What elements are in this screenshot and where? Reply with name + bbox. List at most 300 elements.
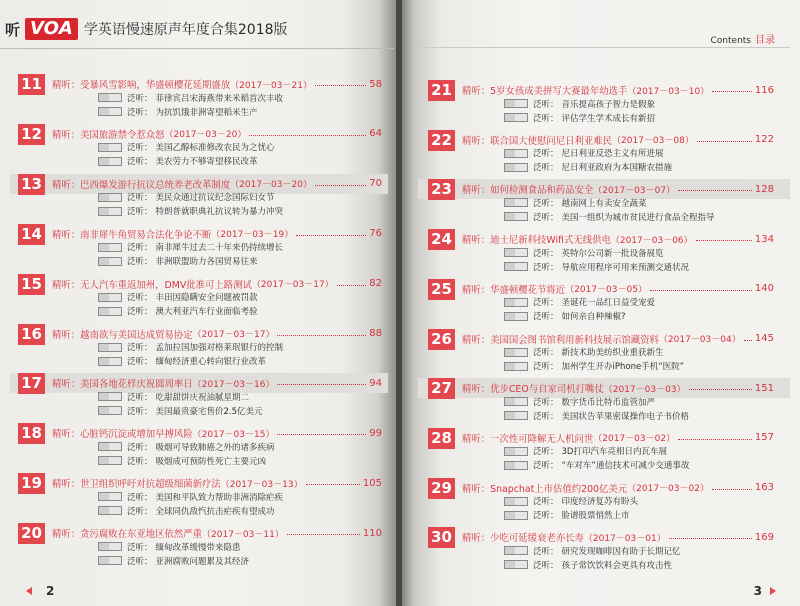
dotted-leader	[315, 85, 366, 86]
extensive-listening-line	[98, 255, 258, 268]
lesson-page-number: 163	[754, 482, 774, 494]
audio-tag-icon	[504, 362, 528, 371]
extensive-listening-label: 泛听：	[127, 492, 153, 503]
intensive-listening-label: 精听：	[52, 529, 81, 541]
lesson-date: （2017－03－21）	[230, 80, 312, 91]
entry-number-badge: 19	[18, 473, 45, 494]
audio-tag-icon	[504, 262, 528, 271]
entry-number-badge: 25	[428, 279, 455, 300]
extensive-listening-title: 菲律宾吕宋海燕带来米稻首次丰收	[155, 93, 284, 104]
dotted-leader	[697, 141, 752, 142]
extensive-listening-line	[98, 305, 258, 318]
dotted-leader	[249, 135, 366, 136]
intensive-listening-label: 精听：	[462, 334, 491, 346]
lesson-title: 越南欲与美国达成贸易协定	[80, 329, 193, 341]
lesson-title: 美国国会图书馆利用新科技展示馆藏资料	[490, 334, 659, 346]
extensive-listening-label: 泛听：	[127, 556, 153, 567]
lesson-title: 优步CEO与自家司机打嘴仗	[490, 384, 604, 396]
lesson-page-number: 169	[754, 531, 774, 543]
audio-tag-icon	[98, 293, 122, 302]
entry-number-badge: 29	[428, 478, 455, 499]
toc-entry	[402, 378, 800, 426]
audio-tag-icon	[504, 497, 528, 506]
intensive-listening-label: 精听：	[462, 533, 491, 545]
lesson-title: 美国各地花样庆祝圆周率日	[80, 379, 193, 391]
lesson-title: 受暴风雪影响，华盛顿樱花延期盛放	[80, 80, 231, 91]
audio-tag-icon	[504, 397, 528, 406]
dotted-leader	[650, 290, 752, 291]
dotted-leader	[744, 340, 752, 341]
entry-number-badge: 17	[18, 373, 45, 394]
lesson-date: （2017－03－19）	[211, 230, 294, 241]
audio-tag-icon	[504, 312, 528, 321]
left-page-number: 2	[46, 584, 55, 598]
extensive-listening-line	[98, 105, 258, 118]
intensive-listening-label: 精听：	[52, 279, 81, 291]
dotted-leader	[277, 335, 366, 336]
extensive-listening-line	[98, 390, 249, 403]
right-arrow-icon	[770, 587, 776, 595]
toc-entry	[0, 124, 398, 172]
extensive-listening-title: 吸烟成可预防性死亡主要元凶	[155, 456, 267, 467]
extensive-listening-label: 泛听：	[127, 307, 153, 318]
extensive-listening-title: 缅甸经济重心转向银行业改革	[155, 357, 267, 367]
lesson-date: （2017－03－04）	[658, 335, 741, 345]
lesson-title: 一次性可降解无人机问世	[490, 433, 594, 445]
extensive-listening-label: 泛听：	[533, 163, 559, 174]
entry-number-badge: 12	[18, 124, 45, 145]
audio-tag-icon	[98, 492, 122, 501]
extensive-listening-title: 为抗饥饿非洲寄望稻米生产	[155, 107, 258, 118]
extensive-listening-line	[98, 291, 258, 304]
extensive-listening-line	[98, 241, 283, 254]
audio-tag-icon	[504, 348, 528, 357]
extensive-listening-line	[504, 260, 689, 273]
entry-number-badge: 16	[18, 324, 45, 345]
extensive-listening-line	[98, 504, 275, 517]
lesson-title: 心脏钙沉淀或增加早搏风险	[80, 429, 193, 441]
dotted-leader	[712, 91, 752, 92]
lesson-title: 世卫组织呼吁对抗超级细菌新疗法	[80, 479, 221, 491]
extensive-listening-line	[504, 495, 638, 508]
extensive-listening-line	[98, 91, 283, 104]
extensive-listening-title: 非洲联盟助力各国贸易往来	[155, 257, 258, 268]
extensive-listening-title: 圣诞花一品红日益受宠爱	[561, 298, 656, 309]
extensive-listening-line	[504, 509, 630, 522]
lesson-page-number: 128	[754, 183, 774, 195]
extensive-listening-label: 泛听：	[127, 257, 153, 268]
extensive-listening-label: 泛听：	[533, 212, 559, 223]
lesson-date: （2017－03－17）	[251, 280, 334, 291]
dotted-leader	[712, 489, 752, 490]
audio-tag-icon	[98, 456, 122, 465]
extensive-listening-line	[504, 97, 655, 110]
entry-number-badge: 27	[428, 378, 455, 399]
extensive-listening-title: 孟加拉国加强对格莱珉银行的控制	[155, 343, 284, 353]
extensive-listening-line	[504, 147, 664, 160]
header-prefix: 听	[5, 20, 21, 39]
right-page-number: 3	[753, 584, 762, 598]
extensive-listening-label: 泛听：	[533, 198, 559, 209]
dotted-leader	[296, 235, 366, 236]
extensive-listening-title: 导航应用程序可用来预测交通状况	[561, 262, 690, 273]
left-page	[0, 0, 398, 606]
extensive-listening-label: 泛听：	[127, 107, 153, 118]
lesson-page-number: 58	[369, 78, 382, 90]
extensive-listening-label: 泛听：	[533, 262, 559, 273]
lesson-title: 巴西爆发游行抗议总统养老改革制度	[80, 179, 231, 191]
extensive-listening-label: 泛听：	[127, 343, 153, 353]
dotted-leader	[277, 384, 366, 385]
lesson-page-number: 145	[754, 333, 774, 344]
lesson-page-number: 110	[362, 527, 382, 539]
extensive-listening-line	[504, 409, 689, 422]
toc-entry	[402, 229, 800, 277]
lesson-date: （2017－03－02）	[627, 484, 709, 495]
extensive-listening-line	[504, 558, 672, 571]
lesson-date: （2017－03－17）	[192, 330, 275, 340]
toc-entry	[402, 428, 800, 476]
extensive-listening-title: 数字货币比特币监管加严	[561, 397, 656, 408]
audio-tag-icon	[98, 93, 122, 102]
audio-tag-icon	[98, 243, 122, 252]
audio-tag-icon	[98, 193, 122, 202]
book-title-header	[5, 17, 288, 41]
extensive-listening-title: 吸烟可导致肺癌之外的诸多疾病	[155, 442, 275, 453]
extensive-listening-title: 越南网上有卖安全蔬菜	[561, 198, 647, 209]
extensive-listening-title: 如何亲自种辣椒?	[561, 312, 626, 323]
extensive-listening-label: 泛听：	[127, 357, 153, 367]
extensive-listening-label: 泛听：	[533, 99, 559, 110]
lesson-page-number: 122	[754, 134, 774, 146]
lesson-date: （2017－03－01）	[583, 533, 666, 544]
extensive-listening-label: 泛听：	[127, 143, 153, 154]
lesson-date: （2017－03－05）	[565, 285, 647, 296]
dotted-leader	[306, 484, 360, 485]
toc-entry	[402, 478, 800, 526]
entry-number-badge: 23	[428, 179, 455, 200]
lesson-date: （2017－03－11）	[202, 529, 284, 540]
toc-entry	[402, 80, 800, 128]
entry-number-badge: 22	[428, 130, 455, 151]
intensive-listening-label: 精听：	[52, 479, 81, 491]
extensive-listening-title: 特朗普就职典礼抗议转为暴力冲突	[155, 207, 284, 218]
extensive-listening-label: 泛听：	[533, 461, 559, 472]
extensive-listening-line	[98, 341, 283, 354]
entry-number-badge: 26	[428, 329, 455, 350]
lesson-page-number: 99	[369, 427, 382, 439]
lesson-title: 联合国大使慰问尼日利亚难民	[490, 135, 613, 147]
extensive-listening-line	[98, 440, 275, 453]
extensive-listening-line	[98, 355, 266, 368]
lesson-page-number: 105	[362, 477, 382, 489]
lesson-title: 迪士尼新科技Wifi式无线供电	[490, 235, 611, 247]
audio-tag-icon	[98, 257, 122, 266]
extensive-listening-line	[504, 210, 715, 223]
audio-tag-icon	[504, 149, 528, 158]
audio-tag-icon	[98, 357, 122, 366]
extensive-listening-label: 泛听：	[533, 447, 559, 458]
intensive-listening-label: 精听：	[462, 284, 491, 296]
dotted-leader	[696, 240, 752, 241]
extensive-listening-line	[504, 161, 672, 174]
extensive-listening-label: 泛听：	[127, 157, 153, 168]
intensive-listening-label: 精听：	[52, 80, 81, 91]
extensive-listening-line	[504, 346, 664, 359]
toc-entry	[0, 224, 398, 272]
entry-number-badge: 18	[18, 423, 45, 444]
lesson-page-number: 151	[754, 382, 774, 394]
toc-entry	[0, 74, 398, 122]
extensive-listening-label: 泛听：	[533, 411, 559, 422]
extensive-listening-title: 澳大利亚汽车行业面临考验	[155, 307, 258, 318]
dotted-leader	[315, 185, 366, 186]
contents-label-en: Contents	[710, 36, 751, 46]
audio-tag-icon	[504, 560, 528, 569]
extensive-listening-label: 泛听：	[533, 511, 559, 522]
extensive-listening-title: 美国一组织为城市贫民进行食品全程指导	[561, 212, 715, 223]
extensive-listening-title: 亚洲腐败问题累及其经济	[155, 556, 250, 567]
extensive-listening-line	[504, 296, 655, 309]
extensive-listening-line	[504, 360, 684, 373]
toc-entry	[402, 179, 800, 227]
extensive-listening-title: 脸谱股票悄然上市	[561, 511, 630, 522]
lesson-title: 美国旅游禁令惹众怒	[80, 129, 165, 141]
lesson-title: 华盛顿樱花节将近	[490, 284, 566, 296]
entry-number-badge: 13	[18, 174, 45, 195]
extensive-listening-label: 泛听：	[533, 560, 559, 571]
intensive-listening-label: 精听：	[52, 129, 81, 141]
extensive-listening-line	[504, 445, 667, 458]
extensive-listening-label: 泛听：	[127, 442, 153, 453]
dotted-leader	[678, 190, 752, 191]
lesson-page-number: 76	[369, 228, 382, 240]
lesson-date: （2017－03－13）	[220, 479, 303, 490]
extensive-listening-title: 孩子常饮饮料会更具有攻击性	[561, 560, 673, 571]
extensive-listening-label: 泛听：	[127, 293, 153, 304]
audio-tag-icon	[98, 143, 122, 152]
lesson-date: （2017－03－06）	[610, 235, 693, 246]
lesson-date: （2017－03－03）	[603, 384, 686, 395]
lesson-title: 少吃可延缓衰老亦长寿	[490, 533, 584, 545]
audio-tag-icon	[98, 157, 122, 166]
audio-tag-icon	[504, 411, 528, 420]
intensive-listening-label: 精听：	[52, 229, 81, 241]
extensive-listening-line	[98, 191, 275, 204]
extensive-listening-label: 泛听：	[127, 392, 153, 403]
audio-tag-icon	[98, 556, 122, 565]
audio-tag-icon	[504, 546, 528, 555]
extensive-listening-line	[98, 155, 258, 168]
audio-tag-icon	[504, 99, 528, 108]
lesson-title: 贪污腐败在东亚地区依然严重	[80, 529, 203, 541]
extensive-listening-label: 泛听：	[533, 348, 559, 358]
lesson-page-number: 140	[754, 283, 774, 295]
extensive-listening-line	[504, 111, 655, 124]
audio-tag-icon	[504, 212, 528, 221]
dotted-leader	[337, 285, 367, 286]
toc-entry	[0, 523, 398, 571]
intensive-listening-label: 精听：	[462, 86, 491, 97]
extensive-listening-label: 泛听：	[127, 542, 153, 553]
contents-header	[711, 31, 775, 46]
extensive-listening-line	[98, 205, 283, 218]
extensive-listening-label: 泛听：	[533, 312, 559, 323]
extensive-listening-title: 音乐提高孩子智力是假象	[561, 99, 656, 110]
extensive-listening-label: 泛听：	[127, 193, 153, 204]
extensive-listening-line	[98, 404, 263, 417]
lesson-title: 如何检测食品和药品安全	[490, 185, 594, 197]
toc-entry	[402, 130, 800, 178]
audio-tag-icon	[98, 307, 122, 316]
toc-entry	[0, 174, 398, 222]
extensive-listening-title: 3D打印汽车亮相日内瓦车展	[561, 447, 667, 458]
extensive-listening-title: 南非犀牛过去二十年来仍持续增长	[155, 243, 284, 254]
extensive-listening-title: 缅甸改革缓慢带来隐患	[155, 542, 241, 553]
extensive-listening-label: 泛听：	[533, 248, 559, 259]
lesson-page-number: 70	[369, 178, 382, 190]
audio-tag-icon	[504, 511, 528, 520]
extensive-listening-title: 新技术助美纺织业重获新生	[561, 348, 664, 358]
intensive-listening-label: 精听：	[52, 429, 81, 441]
extensive-listening-line	[504, 544, 681, 557]
extensive-listening-line	[504, 246, 664, 259]
audio-tag-icon	[504, 248, 528, 257]
audio-tag-icon	[504, 298, 528, 307]
audio-tag-icon	[98, 343, 122, 352]
dotted-leader	[689, 389, 752, 390]
lesson-page-number: 88	[369, 328, 382, 339]
audio-tag-icon	[98, 207, 122, 216]
extensive-listening-title: “车对车”通信技术可减少交通事故	[561, 461, 690, 472]
extensive-listening-line	[504, 310, 626, 323]
book-title: 学英语慢速原声年度合集2018版	[83, 22, 288, 38]
audio-tag-icon	[98, 442, 122, 451]
right-page-footer	[754, 584, 776, 598]
intensive-listening-label: 精听：	[462, 235, 491, 247]
contents-label-zh: 目录	[755, 35, 775, 46]
lesson-date: （2017－03－10）	[627, 86, 710, 97]
lesson-page-number: 134	[754, 233, 774, 245]
lesson-date: （2017－03－15）	[192, 429, 275, 440]
audio-tag-icon	[504, 447, 528, 456]
toc-entry	[0, 373, 398, 421]
lesson-page-number: 64	[369, 128, 382, 140]
left-arrow-icon	[26, 587, 32, 595]
audio-tag-icon	[504, 198, 528, 207]
intensive-listening-label: 精听：	[52, 379, 81, 391]
lesson-date: （2017－03－02）	[593, 434, 676, 445]
extensive-listening-label: 泛听：	[127, 406, 153, 417]
entry-number-badge: 14	[18, 224, 45, 245]
entry-number-badge: 15	[18, 274, 45, 295]
extensive-listening-title: 英特尔公司新一批设备展览	[561, 248, 664, 259]
toc-entry	[0, 473, 398, 521]
extensive-listening-title: 美农劳力不够寄望移民改革	[155, 157, 258, 168]
header-divider	[0, 48, 394, 49]
intensive-listening-label: 精听：	[462, 483, 491, 495]
entry-number-badge: 21	[428, 80, 455, 101]
toc-entry	[0, 423, 398, 471]
extensive-listening-title: 美民众通过抗议纪念国际妇女节	[155, 193, 275, 204]
extensive-listening-label: 泛听：	[127, 243, 153, 254]
extensive-listening-label: 泛听：	[533, 546, 559, 557]
extensive-listening-label: 泛听：	[533, 298, 559, 309]
lesson-page-number: 157	[754, 432, 774, 444]
lesson-date: （2017－03－20）	[164, 130, 247, 141]
intensive-listening-label: 精听：	[462, 135, 491, 147]
extensive-listening-title: 美国状告苹果密谋操作电子书价格	[561, 411, 690, 422]
entry-number-badge: 24	[428, 229, 455, 250]
lesson-date: （2017－03－16）	[192, 379, 275, 390]
audio-tag-icon	[504, 163, 528, 172]
entry-number-badge: 11	[18, 74, 45, 95]
extensive-listening-line	[98, 141, 275, 154]
extensive-listening-title: 研究发现咖啡因有助于长期记忆	[561, 546, 681, 557]
extensive-listening-title: 加州学生开办iPhone手机“医院”	[561, 362, 685, 372]
lesson-date: （2017－03－07）	[593, 185, 676, 196]
left-page-footer	[26, 584, 54, 598]
intensive-listening-label: 精听：	[52, 329, 81, 341]
audio-tag-icon	[98, 542, 122, 551]
lesson-title: 南非犀牛角贸易合法化争论不断	[80, 229, 212, 241]
right-page	[402, 0, 800, 606]
toc-entry	[402, 329, 800, 377]
dotted-leader	[277, 434, 366, 435]
toc-entry	[402, 279, 800, 327]
lesson-page-number: 116	[754, 84, 774, 96]
audio-tag-icon	[98, 406, 122, 415]
extensive-listening-label: 泛听：	[127, 93, 153, 104]
dotted-leader	[669, 538, 752, 539]
lesson-title: 5岁女孩成美拼写大赛最年幼选手	[490, 86, 628, 97]
entry-number-badge: 30	[428, 527, 455, 548]
extensive-listening-title: 尼日利亚政府为本国糖农措施	[561, 163, 673, 174]
extensive-listening-label: 泛听：	[533, 362, 559, 372]
dotted-leader	[287, 534, 360, 535]
extensive-listening-line	[504, 395, 655, 408]
entry-number-badge: 20	[18, 523, 45, 544]
extensive-listening-label: 泛听：	[533, 113, 559, 124]
lesson-page-number: 94	[369, 377, 382, 389]
intensive-listening-label: 精听：	[462, 185, 491, 197]
extensive-listening-title: 丰田因隐瞒安全问题被罚款	[155, 293, 258, 304]
extensive-listening-title: 美国和平队致力帮助非洲消除疟疾	[155, 492, 284, 503]
voa-logo: VOA	[25, 18, 78, 40]
audio-tag-icon	[98, 107, 122, 116]
lesson-title: 无人汽车重返加州，DMV批准可上路测试	[80, 279, 252, 291]
extensive-listening-label: 泛听：	[127, 506, 153, 517]
toc-entry	[402, 527, 800, 575]
toc-entry	[0, 324, 398, 372]
extensive-listening-label: 泛听：	[533, 497, 559, 508]
extensive-listening-label: 泛听：	[127, 207, 153, 218]
audio-tag-icon	[98, 506, 122, 515]
extensive-listening-line	[98, 540, 241, 553]
extensive-listening-line	[504, 196, 647, 209]
extensive-listening-title: 吃甜甜饼庆祝油腻星期二	[155, 392, 250, 403]
extensive-listening-label: 泛听：	[533, 397, 559, 408]
extensive-listening-title: 美国最贵豪宅售价2.5亿美元	[155, 406, 263, 417]
lesson-page-number: 82	[369, 278, 382, 290]
intensive-listening-label: 精听：	[462, 433, 491, 445]
extensive-listening-title: 美国乙醇标准修改农民为之忧心	[155, 143, 275, 154]
lesson-date: （2017－03－20）	[230, 180, 312, 191]
audio-tag-icon	[98, 392, 122, 401]
intensive-listening-label: 精听：	[52, 179, 81, 191]
extensive-listening-line	[504, 459, 689, 472]
audio-tag-icon	[504, 461, 528, 470]
